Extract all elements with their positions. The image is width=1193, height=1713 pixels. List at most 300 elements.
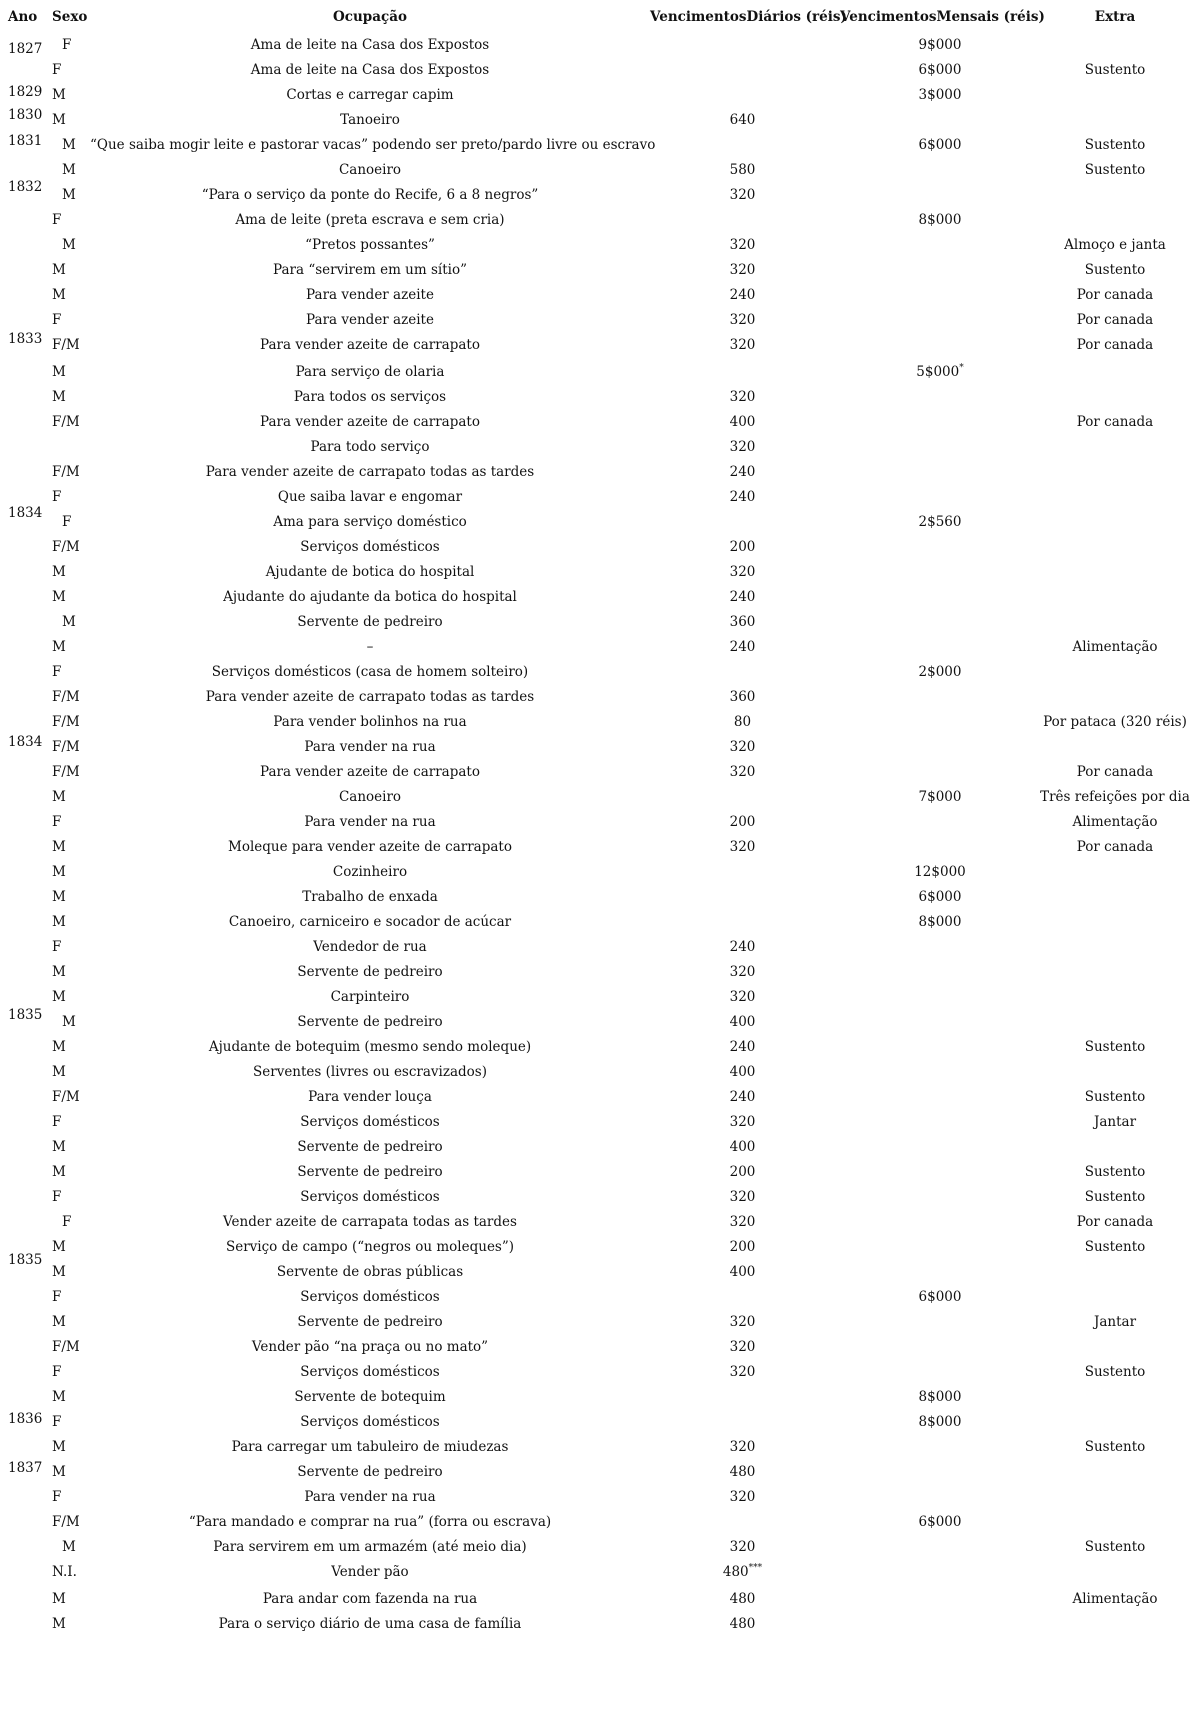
cell-vencimento-mensal xyxy=(840,585,1040,610)
table-body xyxy=(0,33,1193,1637)
cell-extra: Sustento xyxy=(1084,1539,1146,1555)
cell-ocupacao: Serviços domésticos xyxy=(300,1114,440,1130)
cell-vencimento-mensal xyxy=(840,435,1040,460)
cell-ocupacao: Para vender na rua xyxy=(304,739,436,755)
cell-ocupacao: Servente de obras públicas xyxy=(276,1264,464,1280)
cell-vencimento-diario xyxy=(650,58,835,83)
cell-vencimento-diario: 320 xyxy=(729,739,756,755)
cell-vencimento-diario: 200 xyxy=(729,814,756,830)
cell-ano: 1830 xyxy=(8,107,43,123)
cell-ocupacao: Canoeiro xyxy=(338,789,402,805)
cell-extra xyxy=(1020,1410,1193,1435)
cell-sexo: M xyxy=(52,789,66,805)
cell-extra: Sustento xyxy=(1084,162,1146,178)
cell-sexo: F xyxy=(52,1489,62,1505)
cell-sexo: M xyxy=(52,1239,66,1255)
cell-vencimento-diario: 480 xyxy=(729,1464,756,1480)
cell-vencimento-diario: 360 xyxy=(729,614,756,630)
cell-vencimento-mensal: 6$000 xyxy=(918,889,962,905)
cell-ocupacao: Para vender azeite de carrapato todas as tardes xyxy=(205,464,535,480)
table-row xyxy=(0,1060,1193,1085)
cell-ocupacao: Para todo serviço xyxy=(310,439,430,455)
cell-ocupacao: Para servirem em um armazém (até meio dia) xyxy=(213,1539,527,1555)
table-row xyxy=(0,935,1193,960)
header-extra: Extra xyxy=(1094,9,1136,25)
cell-vencimento-diario xyxy=(650,860,835,885)
cell-ocupacao: “Pretos possantes” xyxy=(305,237,435,253)
cell-ano: 1836 xyxy=(8,1411,43,1427)
cell-vencimento-diario xyxy=(650,910,835,935)
table-row xyxy=(0,208,1193,233)
cell-ocupacao: “Para mandado e comprar na rua” (forra ou escrava) xyxy=(188,1514,552,1530)
cell-vencimento-diario: 240 xyxy=(729,1039,756,1055)
cell-vencimento-diario: 400 xyxy=(729,1014,756,1030)
cell-vencimento-mensal xyxy=(840,158,1040,183)
cell-sexo: M xyxy=(52,262,66,278)
cell-vencimento-diario: 200 xyxy=(729,1239,756,1255)
cell-vencimento-diario: 240 xyxy=(729,464,756,480)
cell-ocupacao: Ama para serviço doméstico xyxy=(273,514,467,530)
cell-vencimento-diario xyxy=(650,885,835,910)
cell-extra: Por canada xyxy=(1076,839,1154,855)
cell-ocupacao: Para todos os serviços xyxy=(293,389,447,405)
cell-ocupacao: Servente de pedreiro xyxy=(297,1314,443,1330)
cell-extra xyxy=(1020,1510,1193,1535)
table-header xyxy=(0,0,1193,33)
cell-vencimento-mensal xyxy=(840,1585,1040,1612)
cell-vencimento-diario: 320 xyxy=(729,839,756,855)
cell-vencimento-diario xyxy=(650,358,835,385)
table-row xyxy=(0,710,1193,735)
cell-vencimento-mensal: 6$000 xyxy=(918,62,962,78)
cell-extra xyxy=(1020,560,1193,585)
cell-vencimento-mensal xyxy=(840,760,1040,785)
cell-sexo: F/M xyxy=(52,689,80,705)
cell-sexo: M xyxy=(52,112,66,128)
table-row xyxy=(0,860,1193,885)
table-row xyxy=(0,460,1193,485)
cell-sexo: M xyxy=(62,1539,76,1555)
table-row xyxy=(0,1335,1193,1360)
cell-extra: Por canada xyxy=(1076,337,1154,353)
cell-extra xyxy=(1020,985,1193,1010)
table-row xyxy=(0,560,1193,585)
cell-extra: Jantar xyxy=(1093,1114,1137,1130)
cell-vencimento-mensal xyxy=(840,108,1040,133)
cell-extra xyxy=(1020,660,1193,685)
cell-vencimento-diario: 320 xyxy=(729,439,756,455)
cell-vencimento-diario xyxy=(650,510,835,535)
table-row xyxy=(0,685,1193,710)
table-row xyxy=(0,410,1193,435)
table-row xyxy=(0,585,1193,610)
cell-sexo: M xyxy=(62,1014,76,1030)
cell-ocupacao: Trabalho de enxada xyxy=(302,889,438,905)
cell-ocupacao: Serviços domésticos (casa de homem solteiro) xyxy=(211,664,529,680)
cell-vencimento-diario: 640 xyxy=(729,112,756,128)
cell-sexo: F xyxy=(52,62,62,78)
cell-vencimento-mensal xyxy=(840,535,1040,560)
cell-extra xyxy=(1020,1560,1193,1585)
cell-sexo: F xyxy=(52,939,62,955)
cell-vencimento-mensal xyxy=(840,1535,1040,1560)
cell-ocupacao: Para vender azeite xyxy=(306,312,434,328)
cell-vencimento-mensal xyxy=(840,710,1040,735)
cell-extra xyxy=(1020,33,1193,58)
cell-vencimento-diario: 320 xyxy=(729,1539,756,1555)
cell-sexo: M xyxy=(62,137,76,153)
cell-extra: Por canada xyxy=(1076,1214,1154,1230)
cell-extra xyxy=(1020,108,1193,133)
cell-vencimento-mensal: 2$000 xyxy=(918,664,962,680)
cell-extra: Sustento xyxy=(1084,1164,1146,1180)
cell-extra: Por canada xyxy=(1076,414,1154,430)
cell-vencimento-mensal: 8$000 xyxy=(918,212,962,228)
cell-vencimento-diario: 320 xyxy=(729,1214,756,1230)
table-row xyxy=(0,1435,1193,1460)
cell-vencimento-diario: 400 xyxy=(729,1264,756,1280)
cell-sexo: F/M xyxy=(52,539,80,555)
cell-ocupacao: Para andar com fazenda na rua xyxy=(262,1591,478,1607)
table-row xyxy=(0,535,1193,560)
table-row xyxy=(0,233,1193,258)
cell-extra: Alimentação xyxy=(1072,814,1158,830)
cell-extra: Sustento xyxy=(1084,1239,1146,1255)
cell-vencimento-diario: 80 xyxy=(733,714,752,730)
table-row xyxy=(0,158,1193,183)
cell-vencimento-diario: 320 xyxy=(729,337,756,353)
cell-vencimento-mensal: 6$000 xyxy=(918,1514,962,1530)
cell-vencimento-mensal xyxy=(840,1185,1040,1210)
cell-ocupacao: Para vender azeite de carrapato xyxy=(260,337,480,353)
cell-ocupacao: Servente de pedreiro xyxy=(297,614,443,630)
cell-vencimento-mensal xyxy=(840,935,1040,960)
cell-ano: 1835 xyxy=(8,1007,43,1023)
table-row xyxy=(0,33,1193,58)
cell-extra xyxy=(1020,435,1193,460)
cell-sexo: F xyxy=(62,37,72,53)
cell-extra: Alimentação xyxy=(1072,639,1158,655)
cell-ocupacao: Serventes (livres ou escravizados) xyxy=(253,1064,487,1080)
cell-vencimento-mensal xyxy=(840,1210,1040,1235)
cell-vencimento-mensal: 8$000 xyxy=(918,1414,962,1430)
cell-ocupacao: Que saiba lavar e engomar xyxy=(277,489,463,505)
cell-vencimento-mensal xyxy=(840,385,1040,410)
cell-sexo: M xyxy=(52,639,66,655)
cell-vencimento-mensal: 6$000 xyxy=(918,137,962,153)
table-row xyxy=(0,610,1193,635)
cell-ocupacao: Para vender azeite xyxy=(306,287,434,303)
table-row xyxy=(0,1310,1193,1335)
cell-ocupacao: Carpinteiro xyxy=(330,989,410,1005)
cell-vencimento-diario: 320 xyxy=(729,1439,756,1455)
cell-sexo: M xyxy=(52,1616,66,1632)
cell-extra: Sustento xyxy=(1084,1439,1146,1455)
table-row xyxy=(0,1460,1193,1485)
cell-ano: 1832 xyxy=(8,179,43,195)
cell-vencimento-diario: 320 xyxy=(729,1189,756,1205)
cell-vencimento-mensal xyxy=(840,460,1040,485)
cell-sexo: F/M xyxy=(52,1514,80,1530)
cell-extra xyxy=(1020,585,1193,610)
cell-sexo: M xyxy=(52,914,66,930)
table-row xyxy=(0,435,1193,460)
cell-ocupacao: Servente de botequim xyxy=(294,1389,446,1405)
cell-vencimento-diario xyxy=(650,33,835,58)
cell-ocupacao: Ajudante de botequim (mesmo sendo moleque) xyxy=(208,1039,532,1055)
table-row xyxy=(0,760,1193,785)
cell-ocupacao: Canoeiro xyxy=(338,162,402,178)
cell-extra xyxy=(1020,1612,1193,1637)
cell-vencimento-mensal xyxy=(840,1612,1040,1637)
cell-vencimento-diario xyxy=(650,1285,835,1310)
cell-sexo: F xyxy=(52,664,62,680)
cell-sexo: F/M xyxy=(52,714,80,730)
cell-extra xyxy=(1020,1385,1193,1410)
table-row xyxy=(0,1010,1193,1035)
table-row xyxy=(0,510,1193,535)
cell-extra xyxy=(1020,208,1193,233)
cell-sexo: M xyxy=(52,1591,66,1607)
cell-extra xyxy=(1020,685,1193,710)
cell-extra xyxy=(1020,385,1193,410)
cell-sexo: M xyxy=(52,287,66,303)
table-row xyxy=(0,1210,1193,1235)
cell-extra xyxy=(1020,1060,1193,1085)
table-row xyxy=(0,785,1193,810)
cell-vencimento-diario: 240 xyxy=(729,639,756,655)
cell-ano: 1834 xyxy=(8,505,43,521)
cell-sexo: M xyxy=(52,1464,66,1480)
cell-vencimento-mensal xyxy=(840,635,1040,660)
cell-ocupacao: – xyxy=(366,639,374,655)
cell-sexo: M xyxy=(62,237,76,253)
cell-sexo: M xyxy=(52,1164,66,1180)
cell-vencimento-diario: 320 xyxy=(729,764,756,780)
cell-sexo: F xyxy=(52,1114,62,1130)
cell-extra: Sustento xyxy=(1084,1364,1146,1380)
table-row xyxy=(0,1110,1193,1135)
table-row xyxy=(0,1085,1193,1110)
cell-vencimento-mensal xyxy=(840,485,1040,510)
cell-vencimento-mensal xyxy=(840,258,1040,283)
cell-ano: 1837 xyxy=(8,1460,43,1476)
cell-extra xyxy=(1020,460,1193,485)
table-row xyxy=(0,308,1193,333)
cell-sexo: F/M xyxy=(52,1339,80,1355)
cell-sexo: F xyxy=(52,1414,62,1430)
cell-vencimento-mensal xyxy=(840,333,1040,358)
cell-ocupacao: Para carregar um tabuleiro de miudezas xyxy=(231,1439,509,1455)
cell-vencimento-diario: 240 xyxy=(729,589,756,605)
cell-sexo: F xyxy=(62,1214,72,1230)
table-row xyxy=(0,1612,1193,1637)
cell-vencimento-diario: 320 xyxy=(729,1339,756,1355)
header-ano: Ano xyxy=(8,9,38,25)
cell-vencimento-diario: 240 xyxy=(729,489,756,505)
cell-vencimento-diario: 320 xyxy=(729,989,756,1005)
cell-extra xyxy=(1020,960,1193,985)
table-row xyxy=(0,1510,1193,1535)
cell-vencimento-mensal xyxy=(840,960,1040,985)
cell-vencimento-diario: 240 xyxy=(729,287,756,303)
table-row xyxy=(0,735,1193,760)
cell-ocupacao: Vender pão xyxy=(331,1564,409,1580)
cell-vencimento-diario xyxy=(650,785,835,810)
cell-ano: 1835 xyxy=(8,1252,43,1268)
cell-sexo: M xyxy=(62,187,76,203)
cell-extra: Por canada xyxy=(1076,764,1154,780)
cell-vencimento-mensal: 5$000* xyxy=(916,363,964,380)
cell-sexo: F/M xyxy=(52,739,80,755)
cell-vencimento-mensal xyxy=(840,410,1040,435)
cell-sexo: M xyxy=(52,364,66,380)
cell-vencimento-diario xyxy=(650,1410,835,1435)
cell-vencimento-diario: 400 xyxy=(729,414,756,430)
cell-vencimento-mensal xyxy=(840,233,1040,258)
cell-sexo: M xyxy=(52,839,66,855)
cell-vencimento-mensal xyxy=(840,1235,1040,1260)
cell-vencimento-diario: 320 xyxy=(729,1314,756,1330)
cell-ocupacao: Para vender bolinhos na rua xyxy=(273,714,467,730)
cell-ocupacao: Serviço de campo (“negros ou moleques”) xyxy=(225,1239,515,1255)
cell-extra: Sustento xyxy=(1084,1039,1146,1055)
table-row xyxy=(0,835,1193,860)
cell-vencimento-mensal: 6$000 xyxy=(918,1289,962,1305)
cell-vencimento-diario: 320 xyxy=(729,564,756,580)
table-row xyxy=(0,1560,1193,1585)
cell-ocupacao: Servente de pedreiro xyxy=(297,964,443,980)
cell-ocupacao: Para o serviço diário de uma casa de família xyxy=(218,1616,522,1632)
cell-sexo: F xyxy=(62,514,72,530)
cell-ocupacao: Cortas e carregar capim xyxy=(286,87,454,103)
cell-sexo: F/M xyxy=(52,464,80,480)
cell-vencimento-diario xyxy=(650,1385,835,1410)
table-row xyxy=(0,108,1193,133)
cell-extra xyxy=(1020,1010,1193,1035)
cell-ano: 1829 xyxy=(8,84,43,100)
cell-sexo: F xyxy=(52,1364,62,1380)
table-row xyxy=(0,1410,1193,1435)
cell-sexo: F xyxy=(52,489,62,505)
cell-sexo: M xyxy=(52,1389,66,1405)
header-ocupacao: Ocupação xyxy=(333,9,407,25)
table-row xyxy=(0,1235,1193,1260)
cell-vencimento-diario xyxy=(650,133,835,158)
cell-ocupacao: Ama de leite (preta escrava e sem cria) xyxy=(235,212,505,228)
cell-vencimento-diario: 400 xyxy=(729,1139,756,1155)
cell-ocupacao: “Que saiba mogir leite e pastorar vacas” podendo ser preto/pardo livre ou escravo xyxy=(90,137,656,153)
cell-extra: Por canada xyxy=(1076,312,1154,328)
cell-vencimento-mensal: 9$000 xyxy=(918,37,962,53)
cell-extra xyxy=(1020,83,1193,108)
cell-vencimento-mensal: 7$000 xyxy=(918,789,962,805)
cell-ocupacao: Servente de pedreiro xyxy=(297,1164,443,1180)
cell-extra xyxy=(1020,485,1193,510)
cell-ocupacao: Serviços domésticos xyxy=(300,1414,440,1430)
cell-sexo: M xyxy=(52,1064,66,1080)
cell-vencimento-mensal xyxy=(840,183,1040,208)
cell-vencimento-mensal xyxy=(840,1460,1040,1485)
cell-vencimento-diario: 480 xyxy=(729,1591,756,1607)
cell-extra xyxy=(1020,885,1193,910)
cell-extra: Por pataca (320 réis) xyxy=(1043,714,1187,730)
cell-extra xyxy=(1020,535,1193,560)
cell-vencimento-mensal: 12$000 xyxy=(914,864,966,880)
cell-vencimento-diario: 400 xyxy=(729,1064,756,1080)
cell-ocupacao: Vender pão “na praça ou no mato” xyxy=(251,1339,489,1355)
cell-vencimento-diario: 320 xyxy=(729,312,756,328)
cell-extra: Sustento xyxy=(1084,262,1146,278)
cell-vencimento-diario: 320 xyxy=(729,1489,756,1505)
cell-sexo: M xyxy=(52,1439,66,1455)
table-row xyxy=(0,485,1193,510)
cell-ocupacao: “Para o serviço da ponte do Recife, 6 a 8 negros” xyxy=(201,187,539,203)
cell-ocupacao: Serviços domésticos xyxy=(300,1289,440,1305)
cell-sexo: M xyxy=(52,889,66,905)
cell-sexo: M xyxy=(52,564,66,580)
cell-extra xyxy=(1020,1460,1193,1485)
cell-vencimento-mensal: 8$000 xyxy=(918,1389,962,1405)
table-row xyxy=(0,385,1193,410)
cell-sexo: M xyxy=(52,1264,66,1280)
cell-sexo: F xyxy=(52,1189,62,1205)
table-row xyxy=(0,58,1193,83)
cell-extra xyxy=(1020,1335,1193,1360)
cell-vencimento-diario: 320 xyxy=(729,187,756,203)
table-row xyxy=(0,1535,1193,1560)
table-row xyxy=(0,1385,1193,1410)
cell-ocupacao: Serviços domésticos xyxy=(300,1189,440,1205)
table-row xyxy=(0,985,1193,1010)
table-row xyxy=(0,133,1193,158)
cell-vencimento-mensal xyxy=(840,283,1040,308)
cell-extra: Três refeições por dia xyxy=(1040,789,1190,805)
cell-extra: Jantar xyxy=(1093,1314,1137,1330)
table-row xyxy=(0,1185,1193,1210)
table-row xyxy=(0,83,1193,108)
cell-vencimento-mensal xyxy=(840,1360,1040,1385)
cell-extra xyxy=(1020,735,1193,760)
cell-extra xyxy=(1020,1135,1193,1160)
cell-ocupacao: Servente de pedreiro xyxy=(297,1464,443,1480)
cell-vencimento-mensal xyxy=(840,735,1040,760)
cell-extra xyxy=(1020,610,1193,635)
table-row xyxy=(0,1285,1193,1310)
cell-sexo: F xyxy=(52,814,62,830)
cell-vencimento-mensal xyxy=(840,1085,1040,1110)
cell-sexo: F/M xyxy=(52,414,80,430)
cell-vencimento-mensal xyxy=(840,1010,1040,1035)
cell-vencimento-diario: 320 xyxy=(729,389,756,405)
cell-vencimento-mensal xyxy=(840,1335,1040,1360)
cell-ocupacao: Servente de pedreiro xyxy=(297,1014,443,1030)
cell-sexo: F xyxy=(52,312,62,328)
cell-extra xyxy=(1020,183,1193,208)
cell-vencimento-mensal xyxy=(840,1110,1040,1135)
cell-ocupacao: Para “servirem em um sítio” xyxy=(273,262,467,278)
cell-extra xyxy=(1020,910,1193,935)
cell-vencimento-diario: 360 xyxy=(729,689,756,705)
table-row xyxy=(0,1135,1193,1160)
cell-extra xyxy=(1020,935,1193,960)
cell-ocupacao: Para serviço de olaria xyxy=(295,364,445,380)
cell-vencimento-mensal xyxy=(840,1310,1040,1335)
cell-extra: Sustento xyxy=(1084,62,1146,78)
cell-ocupacao: Ama de leite na Casa dos Expostos xyxy=(250,62,490,78)
cell-sexo: M xyxy=(62,162,76,178)
cell-sexo: F/M xyxy=(52,1089,80,1105)
